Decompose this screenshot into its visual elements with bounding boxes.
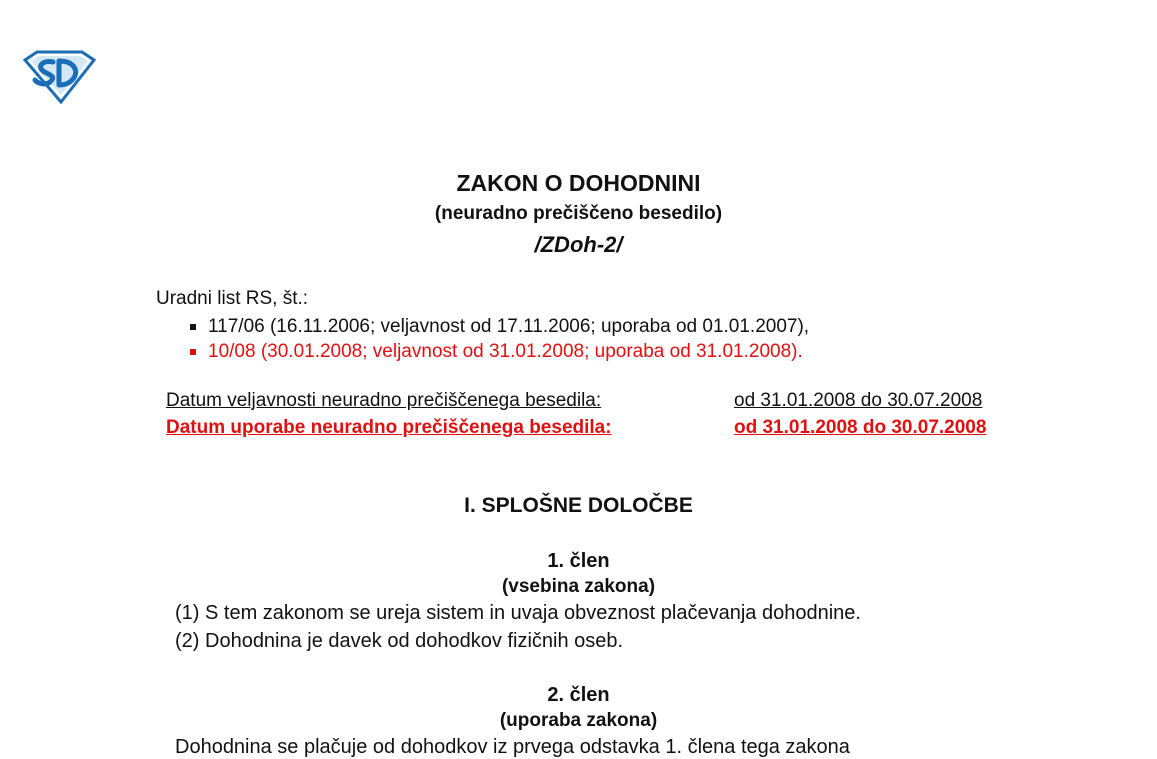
gazette-item: 117/06 (16.11.2006; veljavnost od 17.11.2006; uporaba od 01.01.2007), [190, 314, 809, 339]
section-heading: I. SPLOŠNE DOLOČBE [464, 494, 693, 517]
article-paragraph: Dohodnina se plačuje od dohodkov iz prvega odstavka 1. člena tega zakona [175, 736, 850, 758]
bullet-square-icon [190, 324, 196, 330]
use-date-value: od 31.01.2008 do 30.07.2008 [734, 417, 987, 438]
use-date-label: Datum uporabe neuradno prečiščenega besedila: [166, 417, 612, 438]
article-heading: (vsebina zakona) [501, 576, 656, 597]
gazette-item: 10/08 (30.01.2008; veljavnost od 31.01.2008; uporaba od 31.01.2008). [190, 339, 809, 364]
gazette-list [190, 314, 809, 364]
document-title: ZAKON O DOHODNINI [456, 170, 701, 196]
validity-date-value: od 31.01.2008 do 30.07.2008 [734, 390, 983, 411]
bullet-square-icon [190, 349, 196, 355]
sd-logo [23, 50, 96, 104]
article-paragraph: (1) S tem zakonom se ureja sistem in uvaja obveznost plačevanja dohodnine. [175, 602, 861, 624]
gazette-label: Uradni list RS, št.: [156, 288, 309, 309]
article-number: 1. člen [547, 550, 610, 572]
article-number: 2. člen [547, 684, 610, 706]
article-paragraph: (2) Dohodnina je davek od dohodkov fizičnih oseb. [175, 630, 624, 652]
article-heading: (uporaba zakona) [499, 710, 658, 731]
law-abbreviation: /ZDoh-2/ [534, 232, 623, 257]
validity-date-label: Datum veljavnosti neuradno prečiščenega besedila: [166, 390, 602, 411]
document-subtitle: (neuradno prečiščeno besedilo) [434, 203, 723, 224]
